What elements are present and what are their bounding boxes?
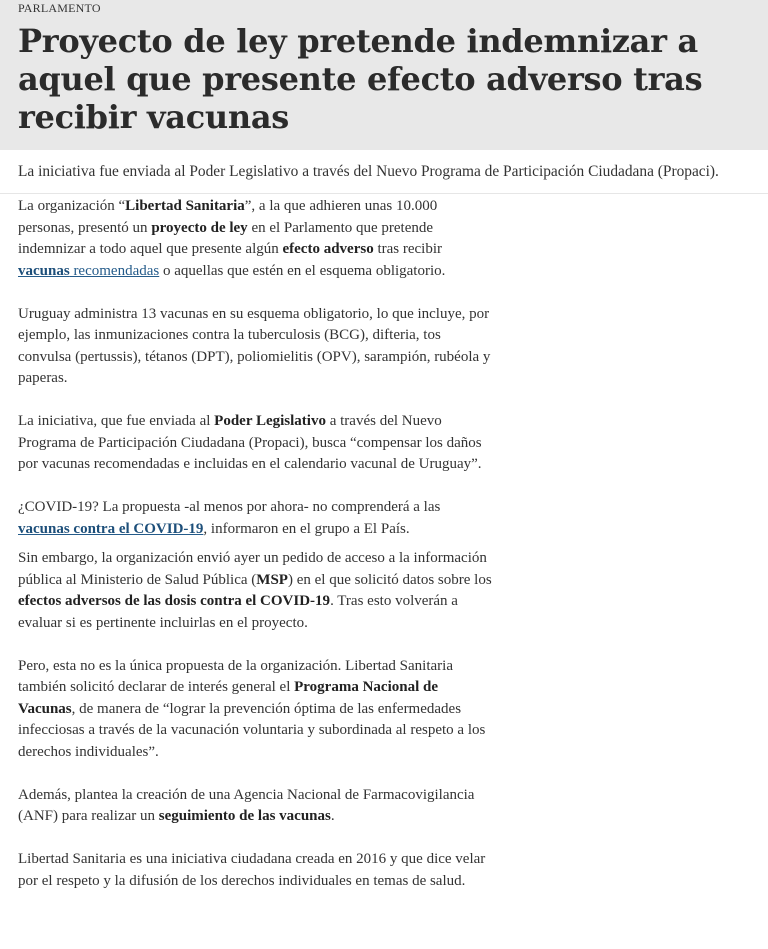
paragraph [18,497,493,540]
link-text: recomendadas [69,262,160,279]
paragraph [18,196,493,282]
link-bold-text: vacunas contra el COVID-19 [18,520,204,537]
article-header [0,0,768,150]
text: en el Parlamento que pretende indemnizar a todo aquel que presente algún [18,219,434,257]
text: . Tras esto volverán a evaluar si es pertinente incluirlas en el proyecto. [18,593,458,631]
bold-text: seguimiento de las vacunas [158,808,331,824]
text: a través del Nuevo Programa de Participación Ciudadana (Propaci), busca “compensar los daños por vacunas recomendadas e incluidas en el calendario vacunal de Uruguay”. [18,413,482,472]
vacunas-recomendadas-link[interactable] [18,263,159,279]
article-title: Proyecto de ley pretende indemnizar a aquel que presente efecto adverso tras recibir vacunas [18,22,703,136]
bold-text: proyecto de ley [151,219,248,236]
paragraph [18,785,493,828]
vacunas-covid-link[interactable] [18,521,203,537]
text: La organización “ [18,198,126,214]
paragraph [18,411,493,476]
paragraph [18,548,493,634]
bold-text: efecto adverso [282,241,374,257]
article-body [18,196,493,892]
text: ¿COVID-19? La propuesta -al menos por ahora- no comprenderá a las [18,499,441,515]
link-bold-text: vacunas [18,262,70,279]
text: La iniciativa, que fue enviada al [18,413,215,429]
bold-text: Programa Nacional de Vacunas [18,679,438,717]
paragraph [18,656,493,764]
text: ) en el que solicitó datos sobre los [287,571,492,588]
text: . [330,808,335,824]
divider [0,193,768,194]
bold-text: MSP [256,571,288,588]
section-label[interactable]: PARLAMENTO [18,1,101,15]
text: tras recibir [373,241,443,257]
text: Pero, esta no es la única propuesta de la organización. Libertad Sanitaria también solicitó declarar de interés general el [18,657,453,695]
bold-text: Libertad Sanitaria [125,198,245,214]
bold-text: efectos adversos de las dosis contra el COVID-19 [18,593,331,609]
text: o aquellas que estén en el esquema obligatorio. [159,262,446,279]
paragraph: Libertad Sanitaria es una iniciativa ciudadana creada en 2016 y que dice velar por el respeto y la difusión de los derechos individuales en temas de salud. [18,851,486,889]
paragraph: Uruguay administra 13 vacunas en su esquema obligatorio, lo que incluye, por ejemplo, las inmunizaciones contra la tuberculosis (BCG), difteria, tos convulsa (pertussis), tétanos (DPT), poliomielitis (OPV), sarampión, rubéola y paperas. [18,305,491,386]
article-subtitle: La iniciativa fue enviada al Poder Legislativo a través del Nuevo Programa de Participación Ciudadana (Propaci). [18,163,719,180]
text: , de manera de “lograr la prevención óptima de las enfermedades infecciosas a través de la vacunación voluntaria y subordinada al respeto a los derechos individuales”. [18,700,486,760]
text: Además, plantea la creación de una Agencia Nacional de Farmacovigilancia (ANF) para realizar un [18,786,475,824]
text: Sin embargo, la organización envió ayer un pedido de acceso a la información pública al Ministerio de Salud Pública ( [18,550,487,588]
text: ”, a la que adhieren unas 10.000 personas, presentó un [18,198,438,236]
bold-text: Poder Legislativo [214,413,326,429]
text: , informaron en el grupo a El País. [203,520,410,537]
